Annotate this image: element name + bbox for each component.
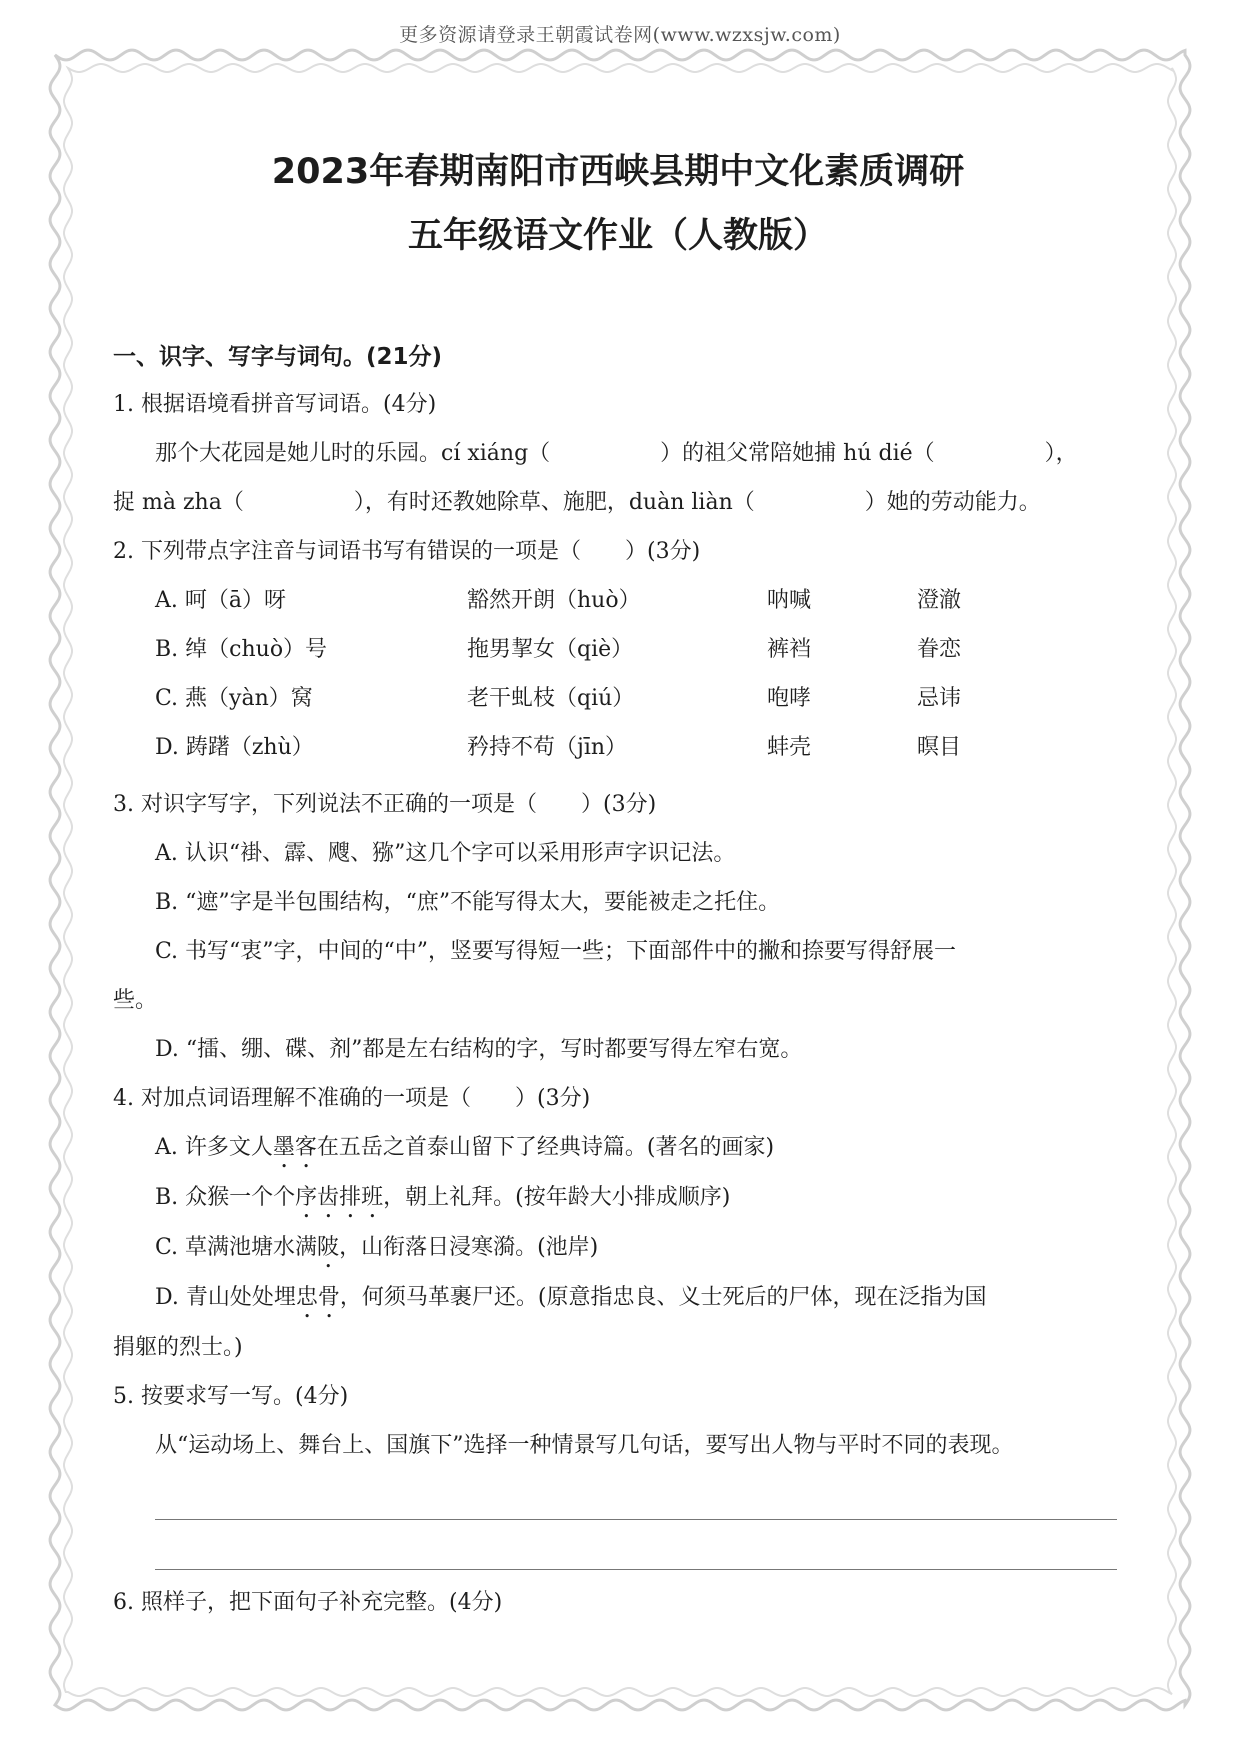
question-6-stem: 6. 照样子，把下面句子补充完整。(4分) <box>113 1590 503 1615</box>
option-row[interactable]: B. 绰（chuò）号 拖男挈女（qiè） 裤裆 眷恋 <box>155 637 962 662</box>
question-1-text: 那个大花园是她儿时的乐园。cí xiáng（ ）的祖父常陪她捕 hú dié（ ）， <box>155 441 1078 466</box>
question-3-option-c[interactable]: C. 书写“衷”字，中间的“中”，竖要写得短一些；下面部件中的撇和捺要写得舒展一 <box>155 939 957 964</box>
option-row[interactable]: A. 呵（ā）呀 豁然开朗（huò） 呐喊 澄澈 <box>155 588 962 613</box>
option-row[interactable]: C. 燕（yàn）窝 老干虬枝（qiú） 咆哮 忌讳 <box>155 686 962 711</box>
question-4-option-b[interactable]: B. 众猴一个个序齿排班，朝上礼拜。(按年龄大小排成顺序) <box>155 1185 731 1210</box>
exam-title-line-2: 五年级语文作业（人教版） <box>407 216 828 256</box>
section-heading: 一、识字、写字与词句。(21分) <box>113 344 443 370</box>
question-3-option-c-cont: 些。 <box>113 988 158 1013</box>
question-2-stem: 2. 下列带点字注音与词语书写有错误的一项是（ ）(3分) <box>113 539 701 564</box>
option-row[interactable]: D. 踌躇（zhù） 矜持不苟（jīn） 蚌壳 暝目 <box>155 735 962 760</box>
question-4-option-d[interactable]: D. 青山处处埋忠骨，何须马革裹尸还。(原意指忠良、义士死后的尸体，现在泛指为国 <box>155 1285 987 1310</box>
answer-line[interactable] <box>155 1470 1117 1520</box>
question-4-option-a[interactable]: A. 许多文人墨客在五岳之首泰山留下了经典诗篇。(著名的画家) <box>155 1135 775 1160</box>
question-3-option-d[interactable]: D. “擂、绷、碟、剂”都是左右结构的字，写时都要写得左窄右宽。 <box>155 1037 803 1062</box>
question-1-stem: 1. 根据语境看拼音写词语。(4分) <box>113 392 437 417</box>
question-5-prompt: 从“运动场上、舞台上、国旗下”选择一种情景写几句话，要写出人物与平时不同的表现。 <box>155 1433 1014 1458</box>
question-4-stem: 4. 对加点词语理解不准确的一项是（ ）(3分) <box>113 1086 591 1111</box>
exam-sheet <box>113 140 1123 1627</box>
question-3-option-a[interactable]: A. 认识“褂、霹、飕、猕”这几个字可以采用形声字识记法。 <box>155 841 736 866</box>
question-1-text-cont: 捉 mà zha（ ），有时还教她除草、施肥，duàn liàn（ ）她的劳动能力。 <box>113 490 1041 515</box>
question-4-option-d-cont: 捐躯的烈士。) <box>113 1335 243 1360</box>
question-4-option-c[interactable]: C. 草满池塘水满陂，山衔落日浸寒漪。(池岸) <box>155 1235 599 1260</box>
exam-title-line-1: 2023年春期南阳市西峡县期中文化素质调研 <box>271 152 965 192</box>
question-3-stem: 3. 对识字写字，下列说法不正确的一项是（ ）(3分) <box>113 792 657 817</box>
question-2-options <box>113 576 1123 772</box>
question-5-stem: 5. 按要求写一写。(4分) <box>113 1384 349 1409</box>
answer-line[interactable] <box>155 1520 1117 1570</box>
question-3-option-b[interactable]: B. “遮”字是半包围结构，“庶”不能写得太大，要能被走之托住。 <box>155 890 781 915</box>
watermark: 更多资源请登录王朝霞试卷网(www.wzxsjw.com) <box>399 24 841 46</box>
